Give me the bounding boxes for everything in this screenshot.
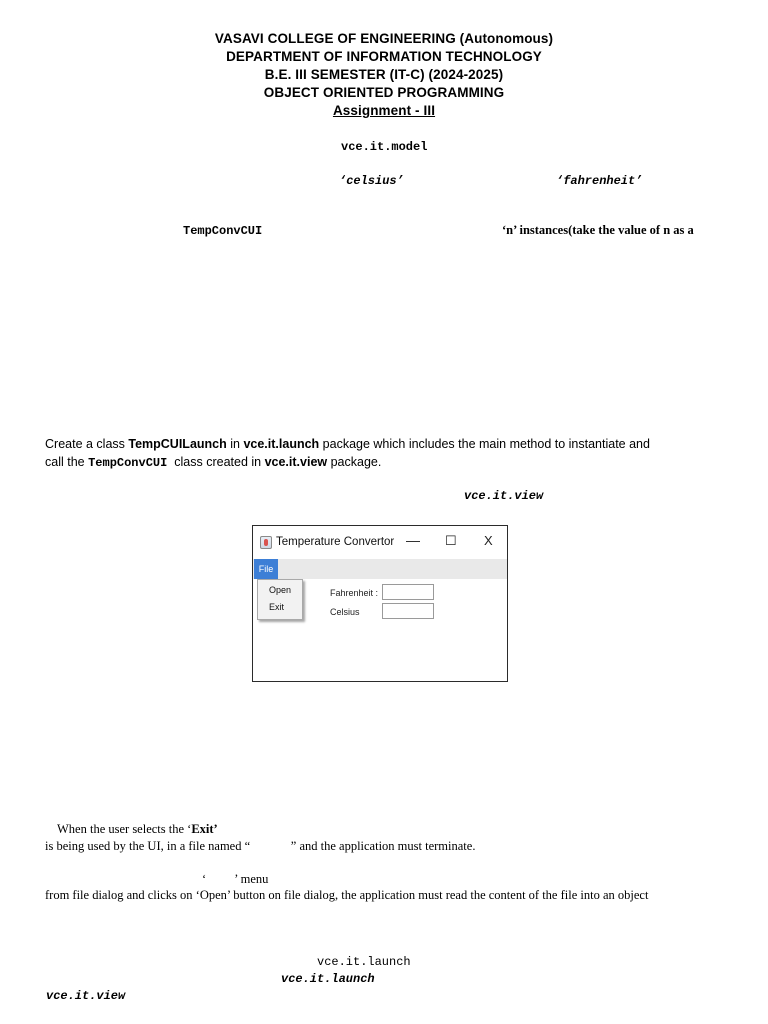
- text-run: package which includes the main method to instantiate and: [319, 437, 650, 451]
- celsius-input[interactable]: [382, 603, 434, 619]
- package-view-italic-2: vce.it.view: [46, 989, 126, 1003]
- field-fahrenheit: ‘fahrenheit’: [556, 174, 643, 188]
- open-line1: ‘ ’ menu: [202, 872, 269, 886]
- java-app-icon: [260, 536, 272, 549]
- field-celsius: ‘celsius’: [339, 174, 404, 188]
- package-bold: vce.it.launch: [243, 437, 320, 451]
- open-line2: from file dialog and clicks on ‘Open’ button on file dialog, the application must read the content of the file into an object: [45, 888, 649, 902]
- exit-line1: [57, 822, 218, 837]
- exit-bold: Exit’: [191, 822, 218, 836]
- package-bold: vce.it.view: [264, 455, 328, 469]
- college-name: VASAVI COLLEGE OF ENGINEERING (Autonomous): [214, 31, 554, 46]
- package-launch: vce.it.launch: [317, 955, 411, 969]
- class-name-mono: TempConvCUI: [88, 456, 168, 470]
- class-tempconvcui: TempConvCUI: [183, 224, 263, 238]
- package-model: vce.it.model: [341, 140, 428, 154]
- text-run: Create a class: [45, 437, 129, 451]
- package-launch-italic: vce.it.launch: [281, 972, 375, 986]
- assignment-title-wrap: [0, 102, 768, 120]
- text-run: When the user selects the ‘: [57, 822, 192, 836]
- semester-line: B.E. III SEMESTER (IT-C) (2024-2025): [264, 67, 504, 82]
- fahrenheit-input[interactable]: [382, 584, 434, 600]
- text-run: call the: [45, 455, 89, 469]
- create-class-line1: [45, 437, 650, 451]
- exit-line2: is being used by the UI, in a file named “ ” and the application must terminate.: [45, 839, 476, 853]
- n-instances-text: ‘n’ instances(take the value of n as a: [502, 223, 694, 237]
- temperature-convertor-window: [252, 525, 508, 682]
- create-class-line2: [45, 455, 381, 470]
- fahrenheit-label: Fahrenheit :: [330, 588, 379, 598]
- course-name: OBJECT ORIENTED PROGRAMMING: [263, 85, 505, 100]
- file-dropdown-menu: [257, 579, 303, 620]
- menu-bar: [253, 559, 507, 579]
- text-run: in: [226, 437, 244, 451]
- minimize-button[interactable]: —: [406, 532, 420, 548]
- assignment-title: Assignment - III: [332, 103, 436, 118]
- celsius-label: Celsius: [330, 607, 360, 617]
- close-button[interactable]: X: [484, 533, 493, 548]
- department-name: DEPARTMENT OF INFORMATION TECHNOLOGY: [226, 49, 542, 64]
- maximize-button[interactable]: ☐: [445, 533, 457, 548]
- class-name-bold: TempCUILaunch: [128, 437, 227, 451]
- text-run: package.: [327, 455, 382, 469]
- menu-file[interactable]: File: [254, 559, 278, 579]
- menu-item-open[interactable]: Open: [269, 585, 292, 595]
- window-title: Temperature Convertor: [276, 536, 395, 548]
- package-view-italic: vce.it.view: [464, 489, 544, 503]
- menu-item-exit[interactable]: Exit: [269, 602, 285, 612]
- text-run: class created in: [167, 455, 265, 469]
- title-bar: [253, 526, 507, 559]
